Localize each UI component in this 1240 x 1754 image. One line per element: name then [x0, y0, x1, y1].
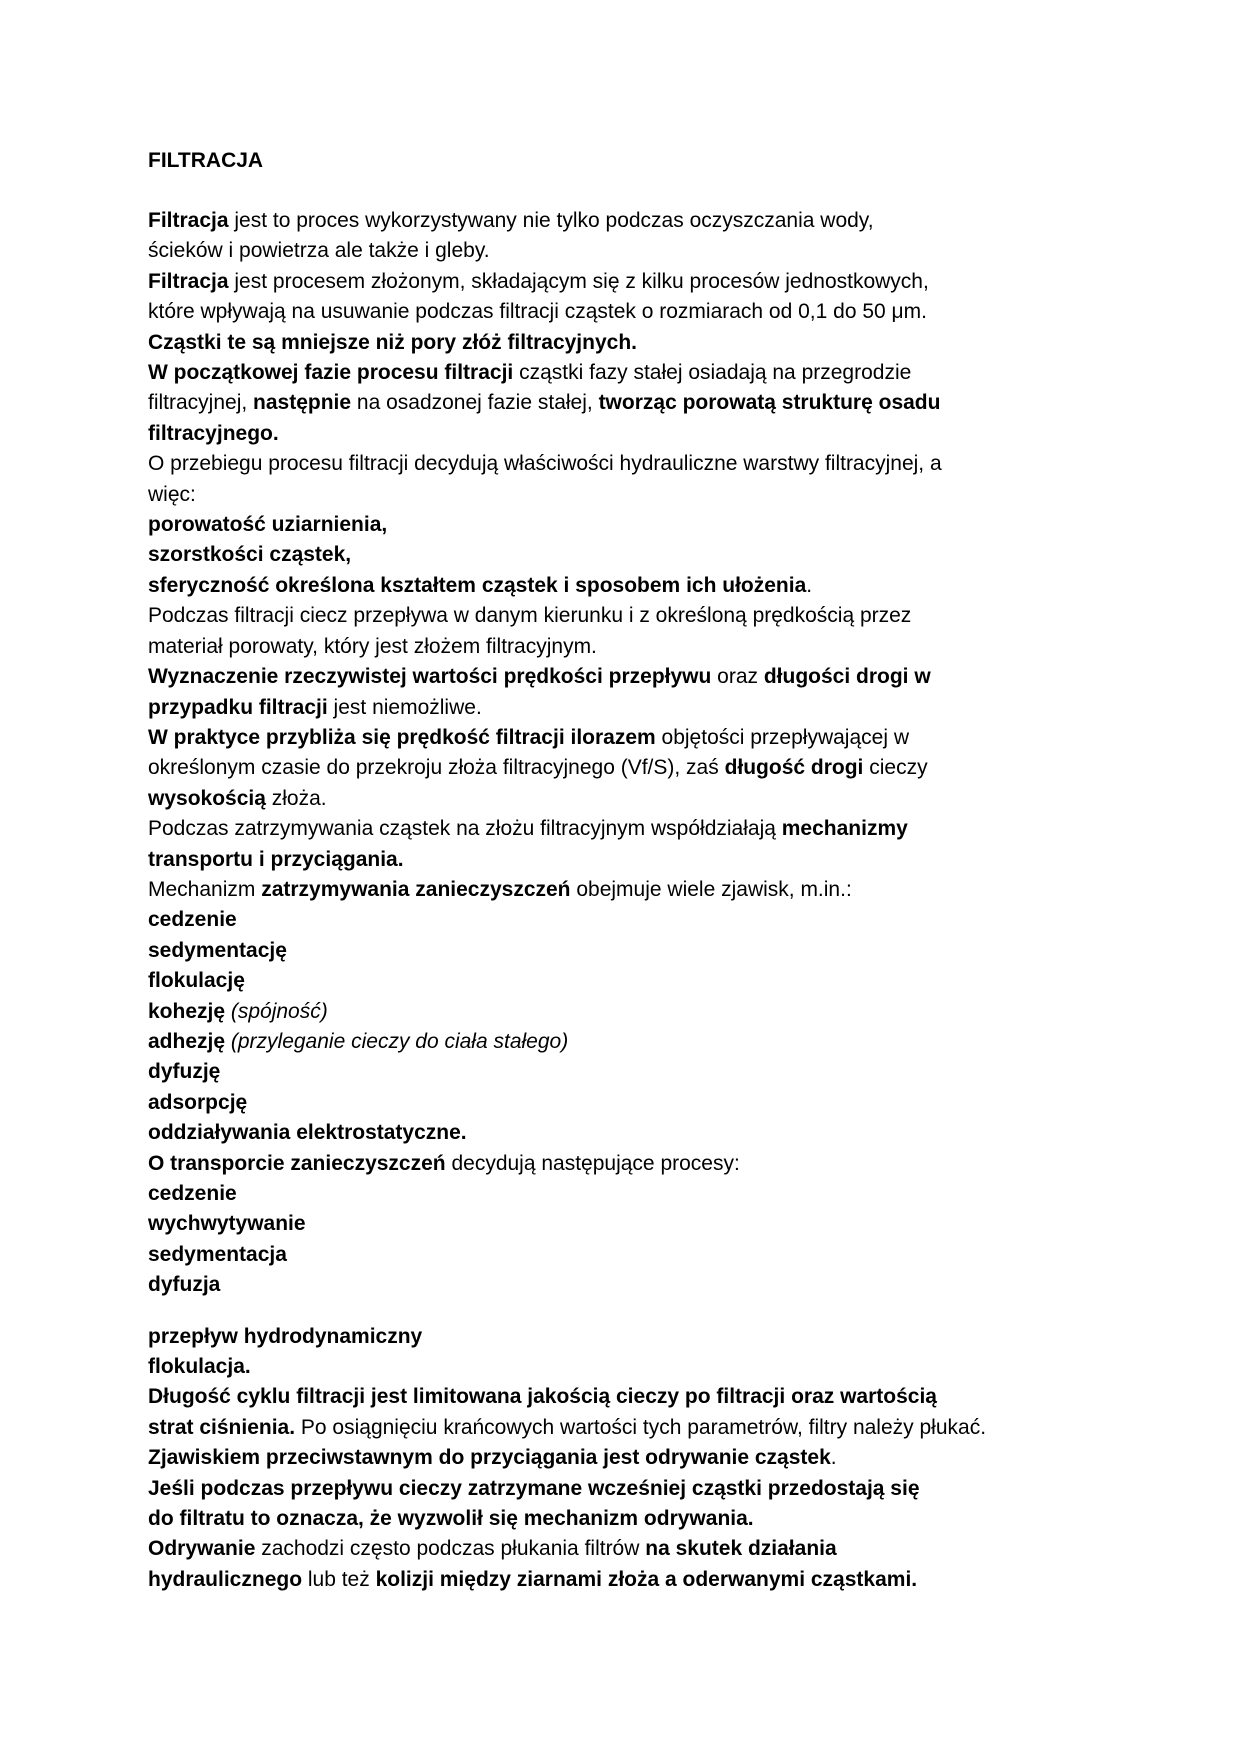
text-run: jest niemożliwe.: [327, 695, 482, 719]
bold-text: przepływ hydrodynamiczny: [148, 1324, 423, 1348]
bold-text: W początkowej fazie procesu filtracji: [148, 361, 514, 385]
bold-text: tworząc porowatą strukturę osadu: [598, 391, 941, 415]
paragraph: [148, 875, 1088, 905]
bold-text: cedzenie: [148, 908, 237, 932]
text-run: cząstki fazy stałej osiadają na przegrodzie: [513, 361, 912, 385]
text-run: Mechanizm: [148, 877, 262, 901]
paragraph: [148, 1443, 1088, 1473]
paragraph: [148, 1027, 1088, 1057]
paragraph: [148, 966, 1088, 996]
bold-text: adhezję: [148, 1029, 226, 1053]
text-run: jest procesem złożonym, składającym się z kilku procesów jednostkowych,: [228, 269, 929, 293]
paragraph: [148, 1057, 1088, 1087]
paragraph: [148, 1209, 1088, 1239]
bold-text: sferyczność określona kształtem cząstek i sposobem ich ułożenia: [148, 573, 807, 597]
paragraph: [148, 662, 1088, 723]
bold-text: Cząstki te są mniejsze niż pory złóż filtracyjnych.: [148, 330, 637, 354]
bold-text: strat ciśnienia.: [148, 1415, 296, 1439]
paragraph: [148, 1149, 1088, 1179]
bold-text: wychwytywanie: [148, 1212, 306, 1236]
paragraph: [148, 510, 1088, 540]
bold-text: hydraulicznego: [148, 1567, 303, 1591]
paragraph: [148, 1352, 1088, 1382]
bold-text: Zjawiskiem przeciwstawnym do przyciągania jest odrywanie cząstek: [148, 1446, 831, 1470]
text-run: jest to proces wykorzystywany nie tylko podczas oczyszczania wody,: [228, 209, 874, 232]
bold-text: wysokością: [148, 786, 266, 810]
paragraph: [148, 905, 1088, 935]
bold-text: szorstkości cząstek,: [148, 543, 352, 567]
bold-text: sedymentacja: [148, 1242, 287, 1266]
text-run: .: [830, 1446, 837, 1470]
text-run: Podczas filtracji ciecz przepływa w danym kierunku i z określoną prędkością przez: [148, 604, 912, 628]
text-run: więc:: [148, 482, 196, 506]
italic-text: (przyleganie cieczy do ciała stałego): [225, 1029, 569, 1053]
text-run: złoża.: [265, 786, 327, 810]
bold-text: porowatość uziarnienia,: [148, 513, 388, 537]
text-run: .: [806, 573, 813, 597]
bold-text: filtracyjnego.: [148, 421, 279, 445]
bold-text: dyfuzja: [148, 1273, 221, 1297]
bold-text: do filtratu to oznacza, że wyzwolił się mechanizm odrywania.: [148, 1507, 754, 1531]
bold-text: sedymentację: [148, 938, 287, 962]
bold-text: Filtracja: [148, 209, 229, 232]
bold-text: flokulację: [148, 969, 245, 993]
bold-text: oddziaływania elektrostatyczne.: [148, 1121, 467, 1145]
paragraph: [148, 1088, 1088, 1118]
paragraph: [148, 1474, 1088, 1535]
text-run: Po osiągnięciu krańcowych wartości tych parametrów, filtry należy płukać.: [295, 1415, 987, 1439]
bold-text: cedzenie: [148, 1182, 237, 1205]
text-run: lub też: [302, 1567, 376, 1591]
paragraph: [148, 1382, 1088, 1443]
bold-text: Jeśli podczas przepływu cieczy zatrzymane wcześniej cząstki przedostają się: [148, 1476, 920, 1500]
text-run: obejmuje wiele zjawisk, m.in.:: [570, 877, 852, 901]
paragraph: [148, 1322, 1088, 1352]
paragraph: [148, 997, 1088, 1027]
text-run: które wpływają na usuwanie podczas filtracji cząstek o rozmiarach od 0,1 do 50 μm.: [148, 300, 927, 324]
bold-text: kolizji między ziarnami złoża a oderwanymi cząstkami.: [375, 1567, 918, 1591]
text-run: O przebiegu procesu filtracji decydują właściwości hydrauliczne warstwy filtracyjnej, a: [148, 452, 942, 476]
text-run: Podczas zatrzymywania cząstek na złożu filtracyjnym współdziałają: [148, 817, 782, 841]
paragraph: [148, 267, 1088, 328]
text-run: zachodzi często podczas płukania filtrów: [255, 1537, 646, 1561]
text-run: cieczy: [863, 756, 928, 780]
text-run: materiał porowaty, który jest złożem filtracyjnym.: [148, 634, 597, 658]
bold-text: długości drogi w: [763, 665, 931, 689]
paragraph: [148, 206, 1088, 267]
paragraph: [148, 358, 1088, 449]
bold-text: kohezję: [148, 999, 226, 1023]
paragraph: [148, 540, 1088, 570]
text-run: objętości przepływającej w: [655, 725, 909, 749]
bold-text: O transporcie zanieczyszczeń: [148, 1151, 446, 1175]
bold-text: Odrywanie: [148, 1537, 256, 1561]
text-run: filtracyjnej,: [148, 391, 254, 415]
bold-text: przypadku filtracji: [148, 695, 328, 719]
paragraph: [148, 814, 1088, 875]
bold-text: mechanizmy: [781, 817, 908, 841]
text-run: oraz: [711, 665, 764, 689]
bold-text: długość drogi: [724, 756, 864, 780]
paragraph: [148, 1534, 1088, 1595]
paragraph: [148, 1179, 1088, 1209]
paragraph: [148, 601, 1088, 662]
document-title: FILTRACJA: [148, 149, 264, 172]
bold-text: Wyznaczenie rzeczywistej wartości prędkości przepływu: [148, 665, 712, 689]
paragraph: [148, 936, 1088, 966]
document-page: [148, 146, 1088, 1595]
paragraph: [148, 1270, 1088, 1300]
paragraph: [148, 1118, 1088, 1148]
document-body: [148, 206, 1088, 1595]
paragraph: [148, 449, 1088, 510]
bold-text: Filtracja: [148, 269, 229, 293]
bold-text: W praktyce przybliża się prędkość filtracji ilorazem: [148, 725, 656, 749]
text-run: ścieków i powietrza ale także i gleby.: [148, 239, 490, 263]
bold-text: zatrzymywania zanieczyszczeń: [261, 877, 571, 901]
paragraph: [148, 723, 1088, 814]
bold-text: Długość cyklu filtracji jest limitowana jakością cieczy po filtracji oraz wartością: [148, 1385, 937, 1409]
paragraph: [148, 328, 1088, 358]
bold-text: dyfuzję: [148, 1060, 221, 1084]
text-run: na osadzonej fazie stałej,: [351, 391, 599, 415]
bold-text: transportu i przyciągania.: [148, 847, 404, 871]
bold-text: następnie: [253, 391, 352, 415]
paragraph: [148, 571, 1088, 601]
italic-text: (spójność): [225, 999, 328, 1023]
bold-text: na skutek działania: [645, 1537, 837, 1561]
paragraph: [148, 1240, 1088, 1270]
bold-text: flokulacja.: [148, 1355, 251, 1379]
text-run: decydują następujące procesy:: [445, 1151, 740, 1175]
text-run: określonym czasie do przekroju złoża filtracyjnego (Vf/S), zaś: [148, 756, 725, 780]
bold-text: adsorpcję: [148, 1090, 248, 1114]
paragraph-gap: [148, 1301, 1088, 1322]
